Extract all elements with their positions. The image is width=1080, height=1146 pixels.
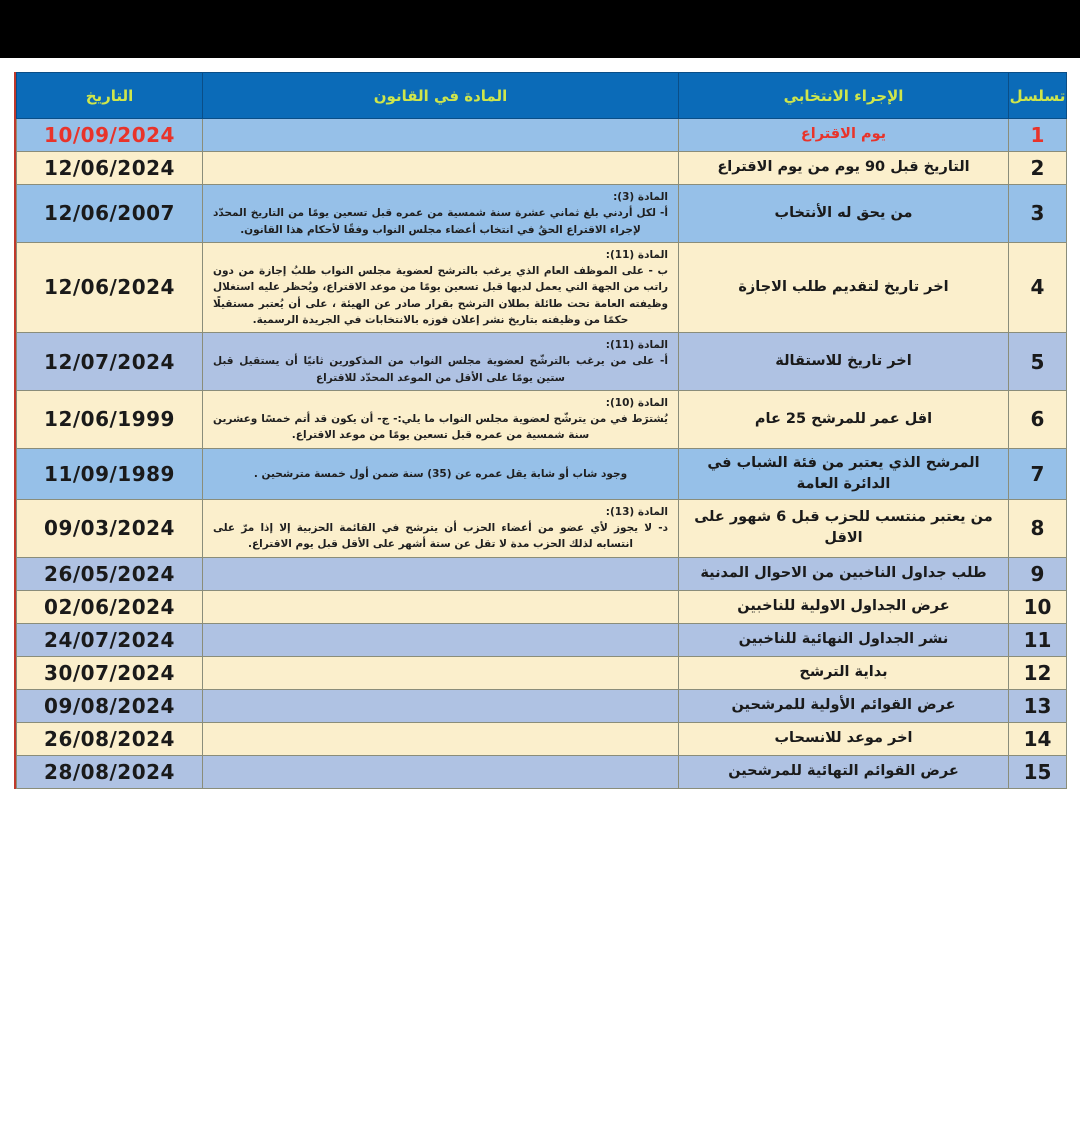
- cell-procedure: اخر تاريخ للاستقالة: [679, 333, 1009, 391]
- column-header-procedure: الإجراء الانتخابي: [679, 73, 1009, 119]
- cell-sequence: 11: [1009, 623, 1067, 656]
- table-row: [17, 152, 1067, 185]
- cell-sequence: 7: [1009, 448, 1067, 499]
- cell-procedure: يوم الاقتراع: [679, 119, 1009, 152]
- cell-law-article: [203, 689, 679, 722]
- cell-date: 12/06/2024: [17, 242, 203, 332]
- column-header-date: التاريخ: [17, 73, 203, 119]
- cell-date: 09/08/2024: [17, 689, 203, 722]
- law-empty: [213, 771, 668, 772]
- cell-date: 12/07/2024: [17, 333, 203, 391]
- cell-date: 30/07/2024: [17, 656, 203, 689]
- law-article-text: وجود شاب أو شابة يقل عمره عن (35) سنة ضمن أول خمسة مترشحين .: [253, 467, 628, 480]
- cell-date: 28/08/2024: [17, 755, 203, 788]
- cell-procedure: بداية الترشح: [679, 656, 1009, 689]
- cell-procedure: عرض الجداول الاولية للناخبين: [679, 590, 1009, 623]
- law-article-text: د- لا يجوز لأي عضو من أعضاء الحزب أن يترشح في القائمة الحزبية إلا إذا مرّ على انتسابه لذلك الحزب مدة لا تقل عن ستة أشهر على الأقل قبل يوم الاقتراع.: [213, 522, 668, 551]
- cell-sequence: 13: [1009, 689, 1067, 722]
- cell-sequence: 10: [1009, 590, 1067, 623]
- law-empty: [213, 639, 668, 640]
- table-row: [17, 499, 1067, 557]
- law-article-number: المادة (3):: [613, 191, 668, 203]
- cell-law-article: [203, 333, 679, 391]
- cell-law-article: [203, 185, 679, 243]
- table-row: [17, 119, 1067, 152]
- cell-procedure: اقل عمر للمرشح 25 عام: [679, 390, 1009, 448]
- table-row: [17, 333, 1067, 391]
- cell-sequence: 1: [1009, 119, 1067, 152]
- cell-procedure: نشر الجداول النهائية للناخبين: [679, 623, 1009, 656]
- table-row: [17, 590, 1067, 623]
- cell-sequence: 8: [1009, 499, 1067, 557]
- cell-sequence: 14: [1009, 722, 1067, 755]
- cell-procedure: اخر موعد للانسحاب: [679, 722, 1009, 755]
- cell-procedure: من يحق له الأنتخاب: [679, 185, 1009, 243]
- cell-law-article: [203, 623, 679, 656]
- cell-law-article: [203, 242, 679, 332]
- law-article-text: ب - على الموظف العام الذي يرغب بالترشح لعضوية مجلس النواب طلبُ إجازة من دون راتب من الجهة التي يعمل لديها قبل تسعين يومًا من موعد الاقتراع، ويُحظر عليه استغلال وظيفته العامة تحت طائلة بطلان الترشح بقرار صادر عن الهيئة ، على أن يُعتبر مستقيلًا حكمًا من وظيفته بتاريخ نشر إعلان فوزه بالانتخابات في الجريدة الرسمية.: [213, 265, 668, 326]
- law-empty: [213, 738, 668, 739]
- cell-date: 02/06/2024: [17, 590, 203, 623]
- cell-date: 26/05/2024: [17, 557, 203, 590]
- cell-procedure: طلب جداول الناخبين من الاحوال المدنية: [679, 557, 1009, 590]
- top-black-bar: [0, 0, 1080, 58]
- electoral-timeline-table: [16, 72, 1067, 789]
- law-article-number: المادة (11):: [605, 248, 668, 261]
- cell-law-article: [203, 119, 679, 152]
- cell-date: 26/08/2024: [17, 722, 203, 755]
- cell-sequence: 2: [1009, 152, 1067, 185]
- table-body: [17, 119, 1067, 789]
- cell-procedure: اخر تاريخ لتقديم طلب الاجازة: [679, 242, 1009, 332]
- table-row: [17, 390, 1067, 448]
- cell-law-article: [203, 152, 679, 185]
- cell-law-article: [203, 722, 679, 755]
- cell-date: 12/06/1999: [17, 390, 203, 448]
- table-header: [17, 73, 1067, 119]
- cell-sequence: 15: [1009, 755, 1067, 788]
- cell-law-article: [203, 656, 679, 689]
- cell-law-article: [203, 590, 679, 623]
- law-empty: [213, 573, 668, 574]
- table-row: [17, 722, 1067, 755]
- law-article-number: المادة (10):: [605, 396, 668, 409]
- cell-date: 12/06/2024: [17, 152, 203, 185]
- law-empty: [213, 705, 668, 706]
- cell-sequence: 4: [1009, 242, 1067, 332]
- table-row: [17, 448, 1067, 499]
- table-row: [17, 755, 1067, 788]
- table-row: [17, 557, 1067, 590]
- law-empty: [213, 168, 668, 169]
- law-article-text: أ- على من يرغب بالترشّح لعضوية مجلس النواب من المذكورين ثانيًا أن يستقيل قبل ستين يومًا على الأقل من الموعد المحدّد للاقتراع: [213, 355, 668, 384]
- law-empty: [213, 606, 668, 607]
- cell-sequence: 5: [1009, 333, 1067, 391]
- cell-procedure: المرشح الذي يعتبر من فئة الشباب في الدائرة العامة: [679, 448, 1009, 499]
- cell-date: 24/07/2024: [17, 623, 203, 656]
- cell-date: 10/09/2024: [17, 119, 203, 152]
- cell-procedure: التاريخ قبل 90 يوم من يوم الاقتراع: [679, 152, 1009, 185]
- cell-procedure: عرض القوائم الأولية للمرشحين: [679, 689, 1009, 722]
- cell-law-article: [203, 390, 679, 448]
- cell-date: 09/03/2024: [17, 499, 203, 557]
- cell-procedure: عرض القوائم التهائية للمرشحين: [679, 755, 1009, 788]
- cell-procedure: من يعتبر منتسب للحزب قبل 6 شهور على الاقل: [679, 499, 1009, 557]
- law-article-text: يُشترَط في من يترشّح لعضوية مجلس النواب ما يلي:- ج- أن يكون قد أتم خمسًا وعشرين سنة شمسية من عمره قبل تسعين يومًا من موعد الاقتراع.: [213, 413, 668, 442]
- table-row: [17, 242, 1067, 332]
- cell-sequence: 9: [1009, 557, 1067, 590]
- cell-sequence: 6: [1009, 390, 1067, 448]
- cell-sequence: 3: [1009, 185, 1067, 243]
- header-row: [17, 73, 1067, 119]
- cell-date: 11/09/1989: [17, 448, 203, 499]
- table-row: [17, 185, 1067, 243]
- law-empty: [213, 135, 668, 136]
- page-margin: [0, 58, 1080, 72]
- table-row: [17, 623, 1067, 656]
- cell-sequence: 12: [1009, 656, 1067, 689]
- column-header-sequence: تسلسل: [1009, 73, 1067, 119]
- law-article-number: المادة (11):: [605, 339, 668, 352]
- cell-law-article: [203, 448, 679, 499]
- law-empty: [213, 672, 668, 673]
- electoral-timeline-table-container: [14, 72, 1066, 789]
- cell-law-article: [203, 499, 679, 557]
- law-article-number: المادة (13):: [605, 505, 668, 518]
- cell-date: 12/06/2007: [17, 185, 203, 243]
- cell-law-article: [203, 557, 679, 590]
- law-article-text: أ- لكل أردني بلغ ثماني عشرة سنة شمسية من عمره قبل تسعين يومًا من التاريخ المحدّد لإجراء الاقتراع الحقُ في انتخاب أعضاء مجلس النواب وفقًا لأحكام هذا القانون.: [213, 207, 668, 236]
- column-header-law-article: المادة في القانون: [203, 73, 679, 119]
- table-row: [17, 689, 1067, 722]
- cell-law-article: [203, 755, 679, 788]
- table-row: [17, 656, 1067, 689]
